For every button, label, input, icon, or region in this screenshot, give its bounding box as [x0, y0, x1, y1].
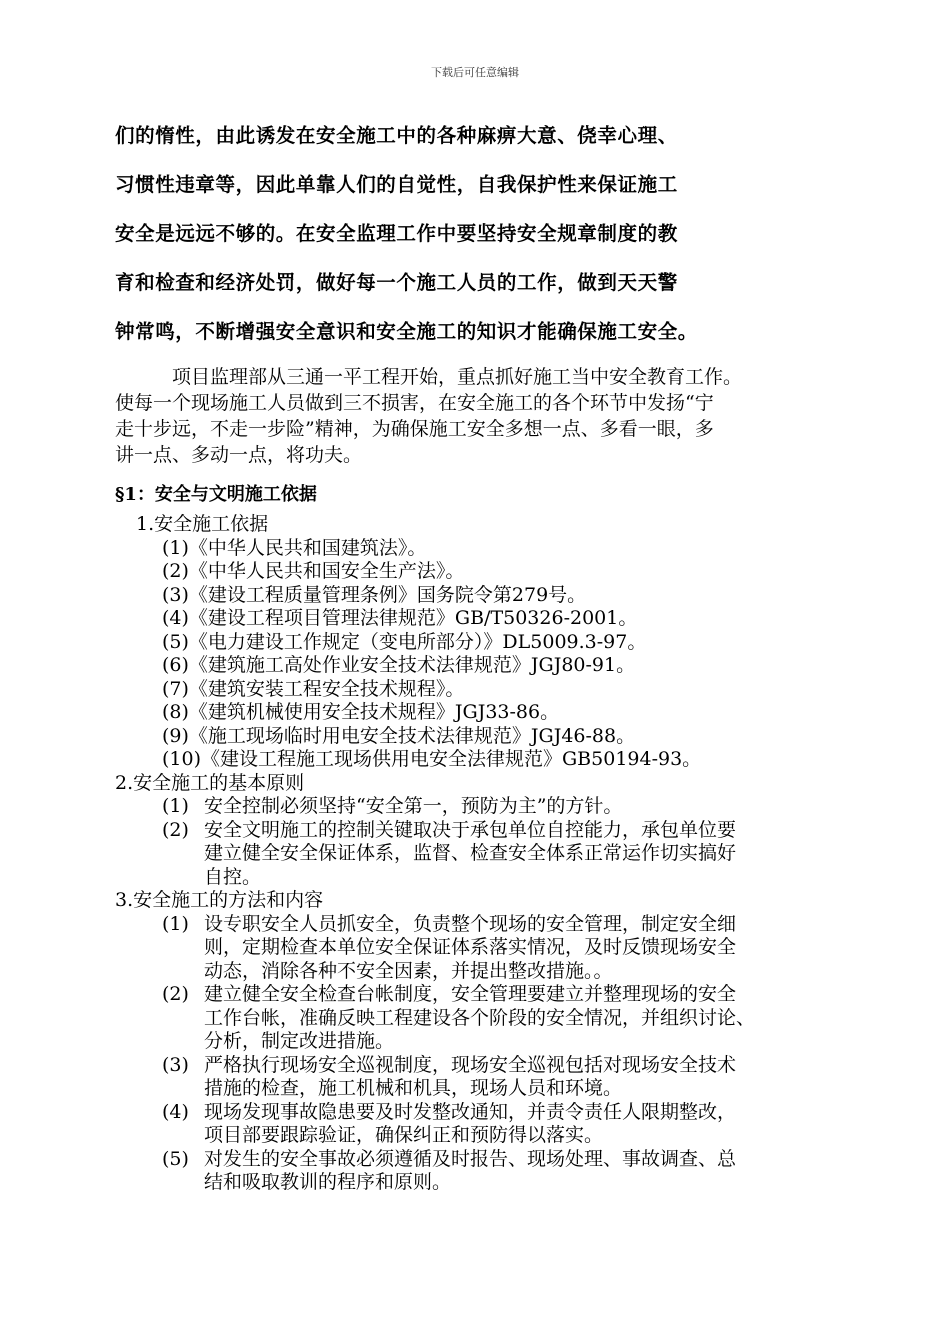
bold-line: 安全是远远不够的。在安全监理工作中要坚持安全规章制度的教: [115, 222, 678, 245]
item-number: (1): [162, 912, 189, 935]
method-item: [0, 1054, 852, 1101]
law-item: (6)《建筑施工高处作业安全技术法律规范》JGJ80-91。: [162, 654, 636, 676]
law-item: (8)《建筑机械使用安全技术规程》JGJ33-86。: [162, 701, 560, 723]
item-number: (2): [162, 818, 189, 841]
bold-line: 钟常鸣，不断增强安全意识和安全施工的知识才能确保施工安全。: [115, 320, 698, 343]
principle-item: [0, 795, 852, 819]
part2-heading: 2.安全施工的基本原则: [115, 771, 305, 794]
law-item: (5)《电力建设工作规定（变电所部分）》DL5009.3-97。: [162, 630, 647, 653]
item-text: 设专职安全人员抓安全，负责整个现场的安全管理，制定安全细 则，定期检查本单位安全保证体系落实情况，及时反馈现场安全 动态，消除各种不安全因素，并提出整改措施。。: [204, 912, 737, 982]
bold-paragraph: [115, 124, 845, 369]
law-item: (2)《中华人民共和国安全生产法》。: [162, 560, 465, 582]
intro-paragraph: 项目监理部从三通一平工程开始，重点抓好施工当中安全教育工作。 使每一个现场施工人员做到三不损害，在安全施工的各个环节中发扬“宁 走十步远，不走一步险”精神，为确保施工安全多想一点、多看一眼，多 讲一点、多动一点，将功夫。: [115, 366, 743, 466]
method-item: [0, 983, 852, 1054]
item-text: 建立健全安全检查台帐制度，安全管理要建立并整理现场的安全 工作台帐，准确反映工程建设各个阶段的安全情况，并组织讨论、 分析，制定改进措施。: [204, 983, 756, 1052]
item-number: (2): [162, 983, 189, 1005]
item-text: 安全文明施工的控制关键取决于承包单位自控能力，承包单位要 建立健全安全保证体系，监督、检查安全体系正常运作切实搞好 自控。: [204, 818, 737, 888]
method-item: [0, 913, 852, 984]
method-item: [0, 1101, 852, 1148]
law-item: (7)《建筑安装工程安全技术规程》。: [162, 677, 465, 700]
item-text: 严格执行现场安全巡视制度，现场安全巡视包括对现场安全技术 措施的检查，施工机械和机具，现场人员和环境。: [204, 1053, 737, 1099]
content-list: [0, 513, 950, 1195]
item-number: (4): [162, 1100, 189, 1123]
law-item: (1)《中华人民共和国建筑法》。: [162, 536, 427, 559]
item-text: 安全控制必须坚持“安全第一，预防为主”的方针。: [204, 795, 623, 817]
item-number: (5): [162, 1147, 189, 1170]
bold-line: 们的惰性，由此诱发在安全施工中的各种麻痹大意、侥幸心理、: [115, 124, 678, 147]
bold-line: 育和检查和经济处罚，做好每一个施工人员的工作，做到天天警: [115, 271, 678, 294]
item-text: 对发生的安全事故必须遵循及时报告、现场处理、事故调查、总 结和吸取教训的程序和原则。: [204, 1147, 737, 1193]
law-item: (9)《施工现场临时用电安全技术法律规范》JGJ46-88。: [162, 724, 636, 747]
law-item: (10)《建设工程施工现场供用电安全法律规范》GB50194-93。: [162, 748, 702, 770]
part1-heading: 1.安全施工依据: [136, 513, 269, 535]
principle-item: [0, 819, 852, 890]
item-number: (1): [162, 795, 189, 817]
bold-line: 习惯性违章等，因此单靠人们的自觉性，自我保护性来保证施工: [115, 173, 678, 196]
law-item: (3)《建设工程质量管理条例》国务院令第279号。: [162, 583, 587, 606]
law-item: (4)《建设工程项目管理法律规范》GB/T50326-2001。: [162, 607, 638, 629]
method-item: [0, 1148, 852, 1195]
page-header-note: 下载后可任意编辑: [431, 66, 519, 79]
item-number: (3): [162, 1053, 189, 1076]
part3-heading: 3.安全施工的方法和内容: [115, 889, 324, 911]
item-text: 现场发现事故隐患要及时发整改通知，并责令责任人限期整改， 项目部要跟踪验证，确保纠正和预防得以落实。: [204, 1100, 737, 1146]
section-title: §1：安全与文明施工依据: [115, 484, 317, 505]
